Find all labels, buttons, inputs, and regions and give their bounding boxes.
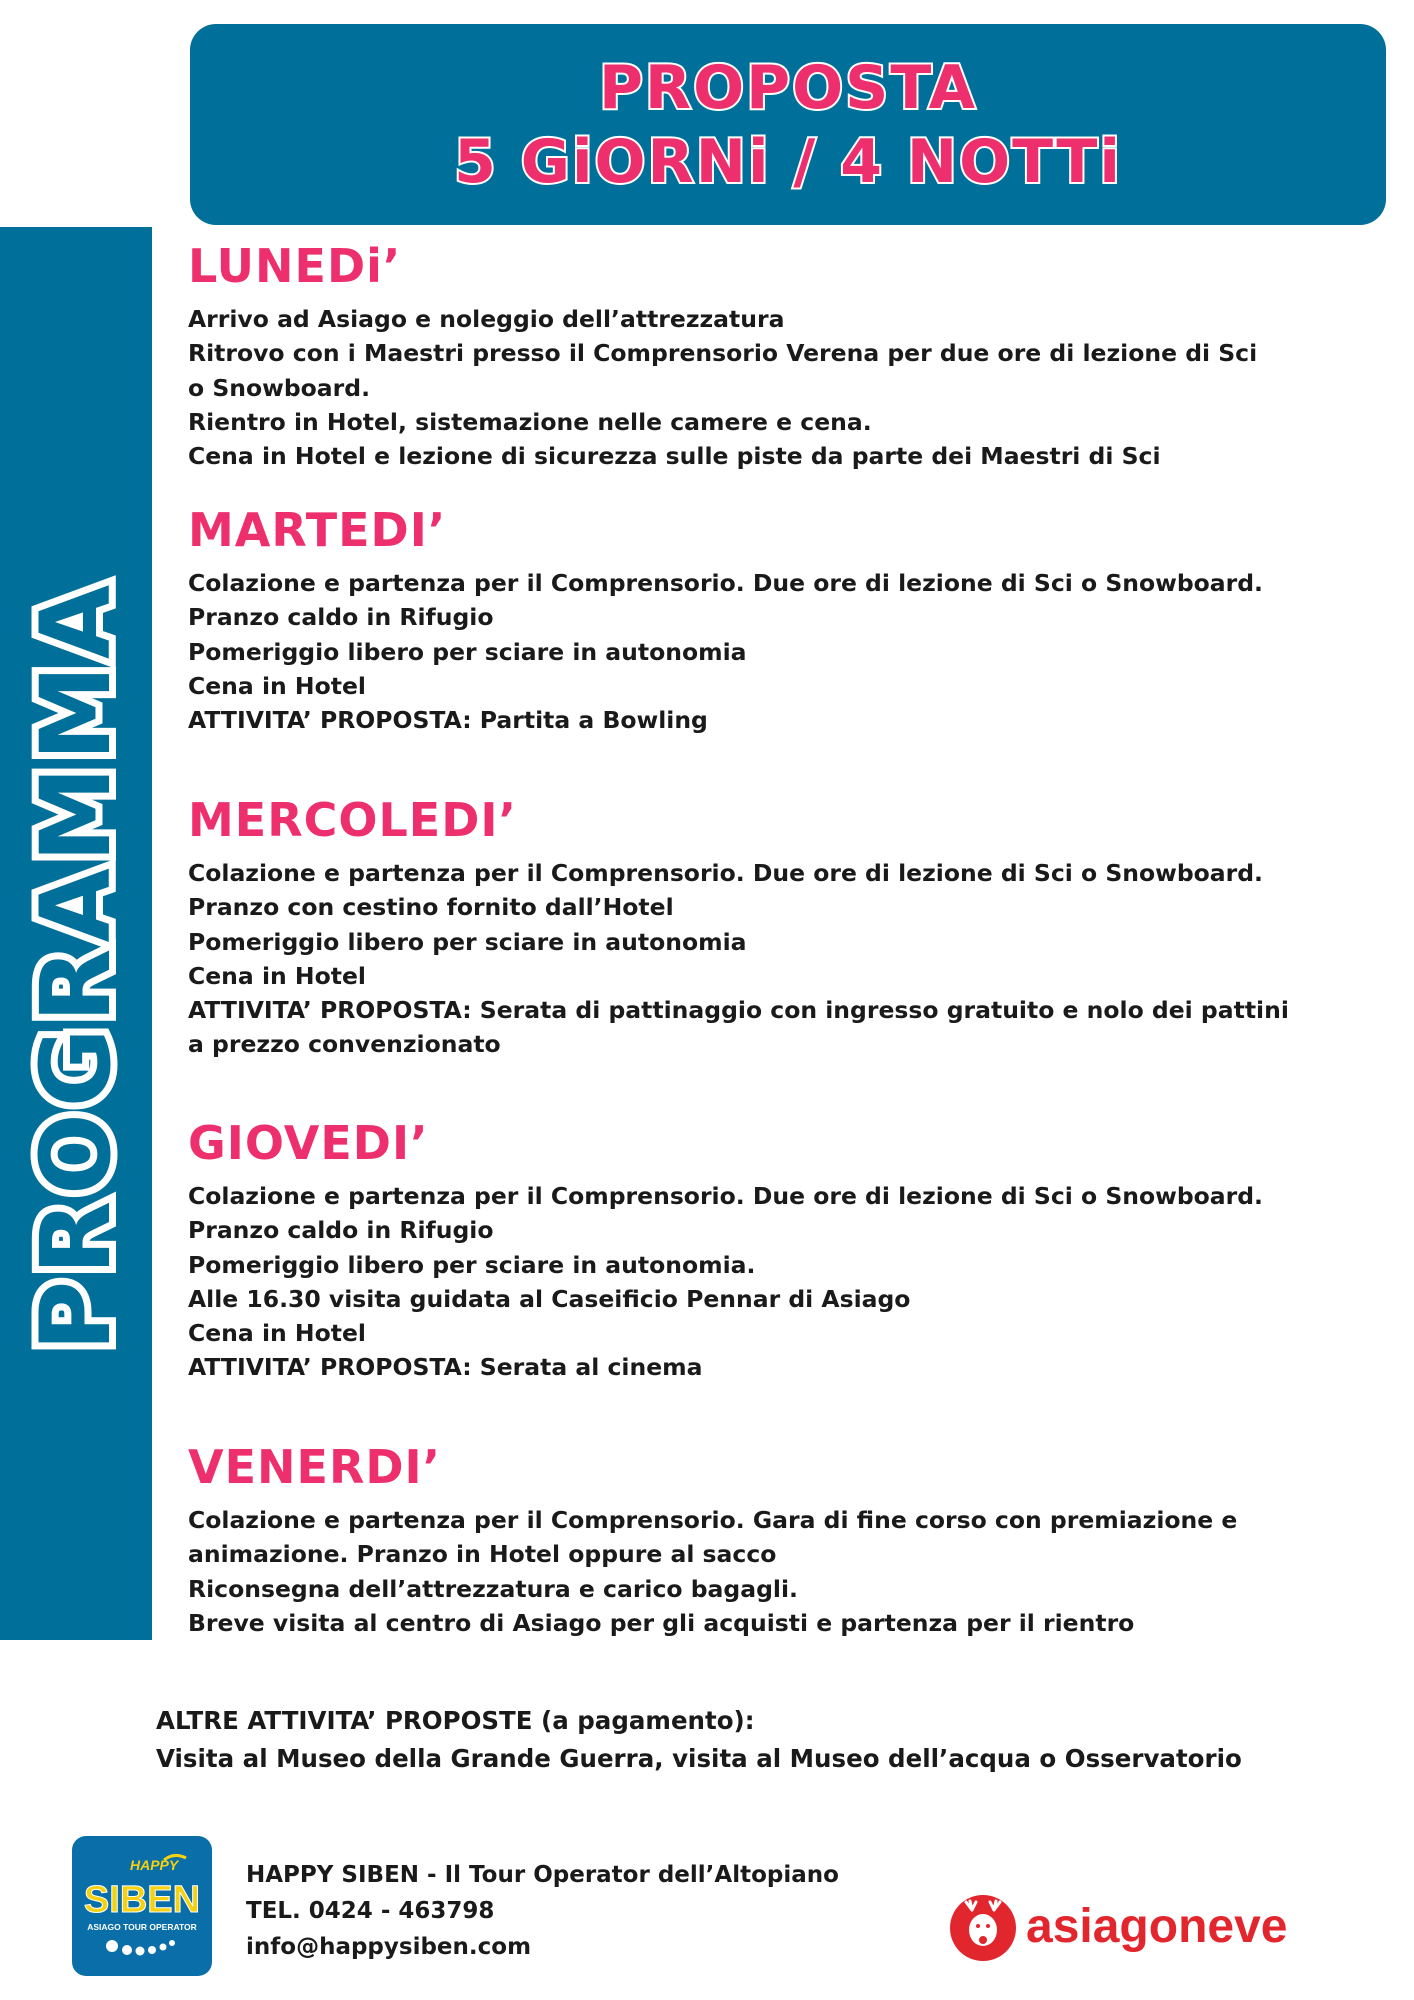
happy-siben-logo-graphic — [72, 1836, 212, 1976]
day-line: Pomeriggio libero per sciare in autonomia. — [188, 1250, 756, 1279]
day-section-friday — [188, 1437, 1388, 1640]
header-subtitle: 5 GiORNi / 4 NOTTi — [454, 126, 1122, 197]
day-section-monday — [188, 236, 1388, 473]
day-title: VENERDI’ — [188, 1440, 442, 1494]
company-name: HAPPY SIBEN - Il Tour Operator dell’Altopiano — [246, 1862, 839, 1888]
day-line: ATTIVITA’ PROPOSTA: Partita a Bowling — [188, 706, 708, 735]
day-line: Colazione e partenza per il Comprensorio. Due ore di lezione di Sci o Snowboard. — [188, 859, 1263, 887]
header-banner — [190, 24, 1386, 225]
day-section-thursday — [188, 1113, 1388, 1385]
day-line: Cena in Hotel — [188, 961, 366, 990]
day-line: a prezzo convenzionato — [188, 1030, 501, 1059]
side-label: PROGRAMMA — [20, 578, 132, 1352]
company-phone[interactable]: TEL. 0424 - 463798 — [246, 1898, 495, 1924]
day-line: ATTIVITA’ PROPOSTA: Serata di pattinaggio con ingresso gratuito e nolo dei pattini — [188, 996, 1289, 1025]
day-line: o Snowboard. — [188, 373, 370, 402]
day-line: Breve visita al centro di Asiago per gli acquisti e partenza per il rientro — [188, 1608, 1135, 1637]
extra-activities-text: Visita al Museo della Grande Guerra, visita al Museo dell’acqua o Osservatorio — [156, 1744, 1242, 1773]
day-section-tuesday — [188, 500, 1388, 737]
extra-activities-heading: ALTRE ATTIVITA’ PROPOSTE (a pagamento): — [156, 1706, 755, 1735]
day-title: GIOVEDI’ — [188, 1116, 429, 1170]
day-line: Pomeriggio libero per sciare in autonomia — [188, 637, 747, 666]
extra-activities — [156, 1702, 1242, 1778]
day-line: Ritrovo con i Maestri presso il Comprensorio Verena per due ore di lezione di Sci — [188, 339, 1258, 368]
day-line: Arrivo ad Asiago e noleggio dell’attrezzatura — [188, 305, 785, 333]
company-email[interactable]: info@happysiben.com — [246, 1934, 532, 1960]
day-line: Riconsegna dell’attrezzatura e carico bagagli. — [188, 1574, 798, 1603]
company-info — [246, 1857, 839, 1965]
logo-top-text: HAPPY — [130, 1857, 179, 1873]
day-line: Alle 16.30 visita guidata al Caseificio Pennar di Asiago — [188, 1284, 911, 1313]
day-line: Colazione e partenza per il Comprensorio. Due ore di lezione di Sci o Snowboard. — [188, 569, 1263, 597]
day-line: Cena in Hotel — [188, 1319, 366, 1348]
header-title: PROPOSTA — [598, 52, 978, 123]
day-title: MERCOLEDI’ — [188, 793, 517, 847]
logo-sub-text: ASIAGO TOUR OPERATOR — [87, 1922, 197, 1932]
day-line: Pomeriggio libero per sciare in autonomia — [188, 927, 747, 956]
day-line: Rientro in Hotel, sistemazione nelle camere e cena. — [188, 407, 872, 436]
day-line: Cena in Hotel e lezione di sicurezza sulle piste da parte dei Maestri di Sci — [188, 442, 1161, 471]
day-line: Cena in Hotel — [188, 671, 366, 700]
day-line: Colazione e partenza per il Comprensorio. Due ore di lezione di Sci o Snowboard. — [188, 1182, 1263, 1210]
asiagoneve-logo — [948, 1890, 1338, 1966]
asiagoneve-logo-graphic — [948, 1890, 1338, 1966]
day-line: Colazione e partenza per il Comprensorio. Gara di fine corso con premiazione e — [188, 1506, 1238, 1534]
day-line: Pranzo caldo in Rifugio — [188, 1216, 494, 1245]
asiagoneve-wordmark: asiagoneve — [1026, 1900, 1288, 1953]
day-line: animazione. Pranzo in Hotel oppure al sacco — [188, 1540, 777, 1569]
happy-siben-logo — [72, 1836, 212, 1976]
day-line: ATTIVITA’ PROPOSTA: Serata al cinema — [188, 1353, 703, 1382]
day-line: Pranzo caldo in Rifugio — [188, 603, 494, 632]
day-title: MARTEDI’ — [188, 503, 447, 557]
day-title: LUNEDi’ — [188, 239, 402, 293]
logo-main-text: SIBEN — [83, 1879, 201, 1921]
day-line: Pranzo con cestino fornito dall’Hotel — [188, 893, 674, 922]
day-section-wednesday — [188, 790, 1388, 1062]
